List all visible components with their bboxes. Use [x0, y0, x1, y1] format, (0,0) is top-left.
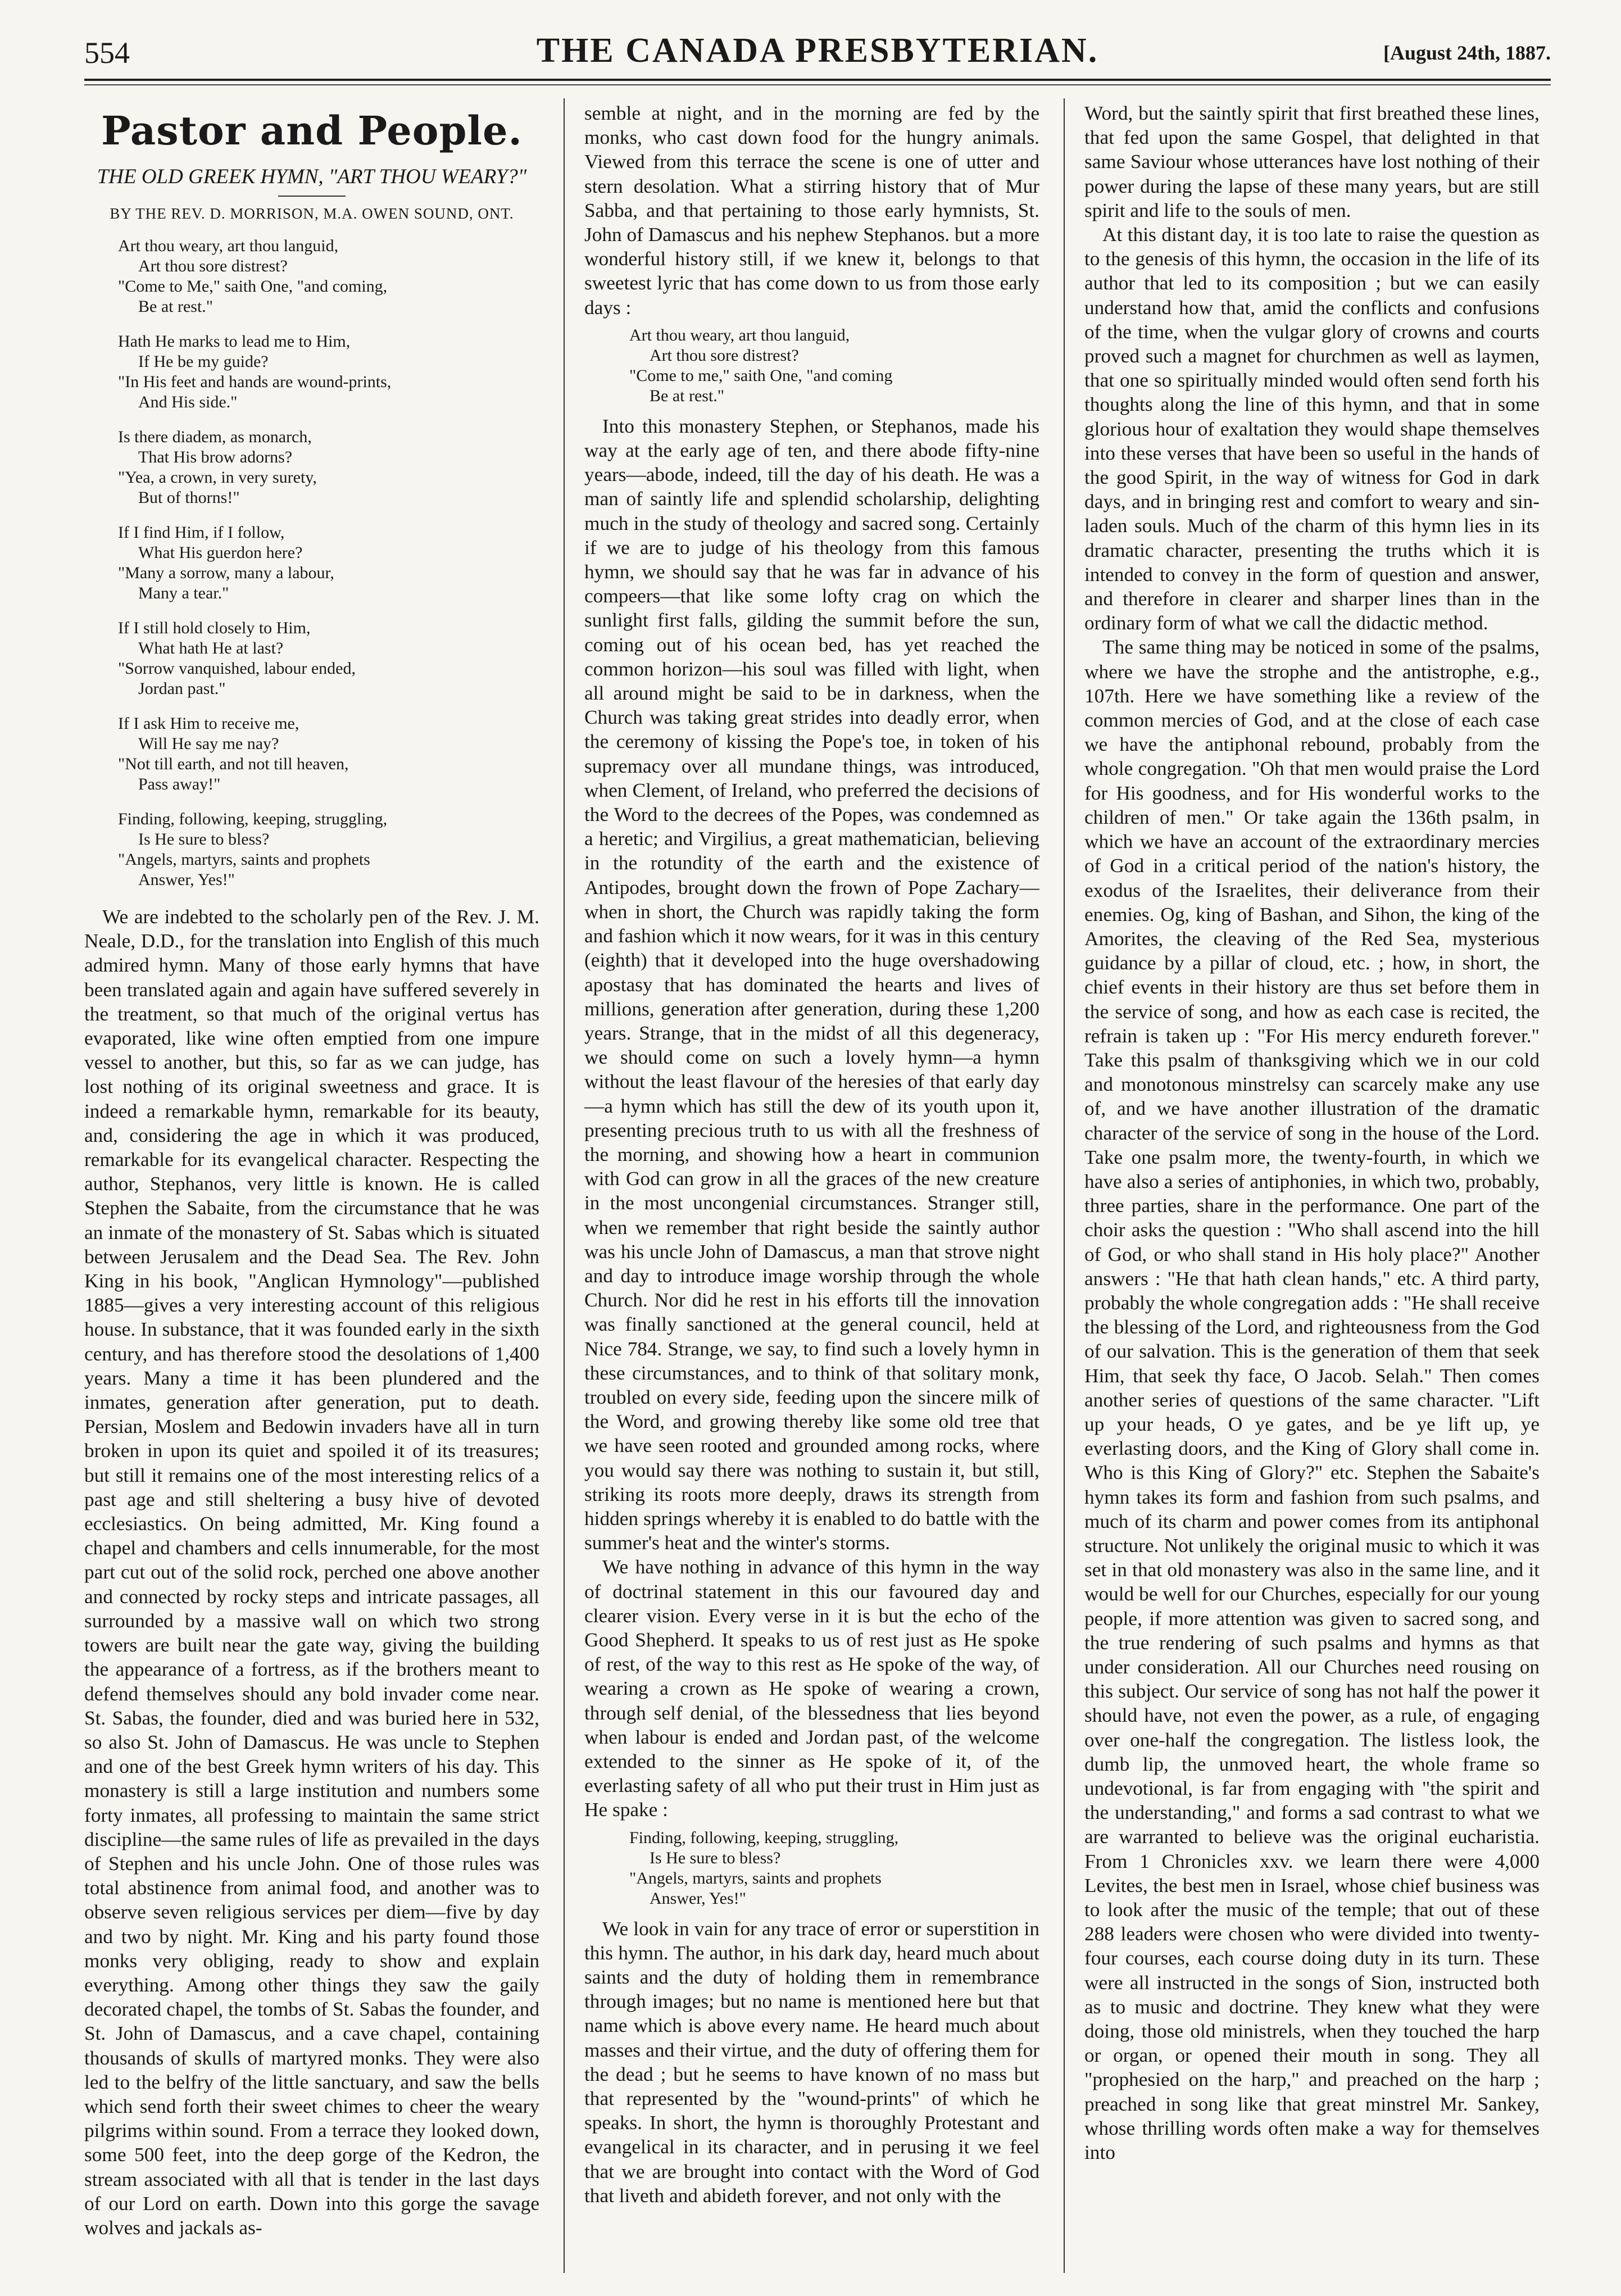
- hymn-verse: [118, 523, 539, 604]
- masthead-rule: [84, 79, 1551, 81]
- article-paragraph: The same thing may be noticed in some of the psalms, where we have the strophe and the antistrophe, e.g., 107th. Here we have something like a review of the common mercies of God, and at the close of each case we have the antiphonal rebound, probably from the whole congregation. "Oh that men would praise the Lord for His goodness, and for His wonderful works to the children of men." Or take again the 136th psalm, in which we have an account of the extraordinary mercies of God in a critical period of the nation's history, the exodus of the Israelites, their deliverance from their enemies. Og, king of Bashan, and Sihon, the king of the Amorites, the cleaving of the Red Sea, mysterious guidance by a pillar of cloud, etc. ; how, in short, the chief events in their history are thus set before them in the service of song, and how as each case is recited, the refrain is taken up : "For His mercy endureth forever." Take this psalm of thanksgiving which we in our cold and monotonous minstrelsy can scarcely make any use of, and we have another illustration of the dramatic character of the service of song in the house of the Lord. Take one psalm more, the twenty-fourth, in which we have also a series of antiphonies, in which two, probably, three parties, share in the performance. One part of the choir asks the question : "Who shall ascend into the hill of God, or who shall stand in His holy place?" Another answers : "He that hath clean hands," etc. A third party, probably the whole congregation adds : "He shall receive the blessing of the Lord, and righteousness from the God of our salvation. This is the generation of them that seek Him, that seek thy face, O Jacob. Selah." Then comes another series of questions of the same character. "Lift up your heads, O ye gates, and be ye lift up, ye everlasting doors, and the King of Glory shall come in. Who is this King of Glory?" etc. Stephen the Sabaite's hymn takes its form and fashion from such psalms, and much of its charm and power comes from its antiphonal structure. Not unlikely the original music to which it was set in that old monastery was also in the same line, and it would be well for our Churches, especially for our young people, if more attention was given to sacred song, and the true rendering of such psalms and hymns as that under consideration. All our Churches need rousing on this subject. Our service of song has not half the power it should have, not even the power, as a rule, of engaging over one-half the congregation. The listless look, the dumb lip, the unmoved heart, the whole frame so undevotional, is far from engaging with "the spirit and the understanding," and forms a sad contrast to what we are warranted to believe was the original eucharistia. From 1 Chronicles xxv. we learn there were 4,000 Levites, the best men in Israel, whose chief business was to look after the music of the temple; that out of these 288 leaders were chosen who were divided into twenty-four courses, each course doing duty in its turn. These were all instructed in the songs of Sion, instructed both as to music and doctrine. They knew what they were doing, those old ministrels, when they touched the harp or organ, or opened their mouth in song. They all "prophesied on the harp," and preached on the harp ; preached in song like that great minstrel Mr. Sankey, whose thrilling words often make a way for themselves into: [1084, 636, 1540, 2164]
- verse-line: And His side.": [138, 393, 238, 411]
- quoted-verse: [629, 325, 1039, 406]
- article-paragraph: semble at night, and in the morning are fed by the monks, who cast down food for the hungry animals. Viewed from this terrace the scene is one of utter and stern desolation. What a stirring history that of Mur Sabba, and that pertaining to those early hymnists, St. John of Damascus and his nephew Stephanos. but a more wonderful history still, if we knew it, belongs to that sweetest lyric that has come down to us from those early days :: [584, 102, 1039, 319]
- verse-line: If I ask Him to receive me,: [118, 714, 299, 733]
- article-paragraph: We have nothing in advance of this hymn in the way of doctrinal statement in this our favoured day and clearer vision. Every verse in it is but the echo of the Good Shepherd. It speaks to us of rest just as He spoke of rest, of the way to this rest as He spoke of the way, of wearing a crown as He spoke of wearing a crown, through self denial, of the blessedness that lies beyond when labour is ended and Jordan past, of the welcome extended to the sinner as He spoke of it, of the everlasting safety of all who put their trust in Him just as He spake :: [584, 1556, 1039, 1821]
- verse-line: Many a tear.": [138, 584, 229, 602]
- hymn-verse: [118, 332, 539, 412]
- verse-line: Is He sure to bless?: [650, 1848, 781, 1867]
- verse-line: "Many a sorrow, many a labour,: [118, 564, 334, 582]
- verse-line: Be at rest.": [138, 297, 214, 316]
- verse-line: "Come to Me," saith One, "and coming,: [118, 277, 388, 296]
- verse-line: Answer, Yes!": [650, 1889, 746, 1908]
- verse-line: "Come to me," saith One, "and coming: [629, 366, 893, 385]
- verse-line: Art thou sore distrest?: [138, 257, 288, 275]
- verse-line: Finding, following, keeping, struggling,: [629, 1828, 899, 1847]
- article-byline: BY THE REV. D. MORRISON, M.A. OWEN SOUND, ONT.: [110, 205, 514, 222]
- verse-line: If I still hold closely to Him,: [118, 619, 311, 637]
- page-number: 554: [84, 36, 130, 70]
- article-paragraph: At this distant day, it is too late to raise the question as to the genesis of this hymn, the occasion in the life of its author that led to its composition ; but we can easily understand how that, amid the conflicts and confusions of the time, when the vulgar glory of crowns and courts proved such a magnet for churchmen as well as laymen, that one so spiritually minded would often send forth his thoughts along the line of this hymn, and that in some glorious hour of exaltation they would shape themselves into these verses that have been so useful in the hands of the good Spirit, in the way of witness for God in dark days, and in bringing rest and comfort to weary and sin-laden souls. Much of the charm of this hymn lies in its dramatic character, presenting the truths which it is intended to convey in the form of question and answer, and therefore in clearer and sharper lines than in the ordinary form of what we call the didactic method.: [1084, 224, 1540, 634]
- article-paragraph: We are indebted to the scholarly pen of the Rev. J. M. Neale, D.D., for the translation into English of this much admired hymn. Many of those early hymns that have been translated again and again have suffered severely in the treatment, so that much of the original vertus has evaporated, like wine often emptied from one impure vessel to another, but this, so far as we can judge, has lost nothing of its original sweetness and grace. It is indeed a remarkable hymn, remarkable for its beauty, and, considering the age in which it was produced, remarkable for its evangelical character. Respecting the author, Stephanos, very little is known. He is called Stephen the Sabaite, from the circumstance that he was an inmate of the monastery of St. Sabas which is situated between Jerusalem and the Dead Sea. The Rev. John King in his book, "Anglican Hymnology"—published 1885—gives a very interesting account of this religious house. In substance, that it was founded early in the sixth century, and has therefore stood the desolations of 1,400 years. Many a time it has been plundered and the inmates, generation after generation, put to death. Persian, Moslem and Bedowin invaders have all in turn broken in upon its quiet and spoiled it of its treasures; but still it remains one of the most interesting relics of a past age and still sheltering a busy hive of devoted ecclesiastics. On being admitted, Mr. King found a chapel and chambers and cells innumerable, for the most part cut out of the solid rock, perched one above another and connected by rocky steps and intricate passages, all surrounded by a massive wall on which two strong towers are built near the gate way, giving the building the appearance of a fortress, as if the brothers meant to defend themselves should any bold invader come near. St. Sabas, the founder, died and was buried here in 532, so also St. John of Damascus. He was uncle to Stephen and one of the best Greek hymn writers of his day. This monastery is still a large institution and numbers some forty inmates, all professing to maintain the same strict discipline—the same rules of life as prevailed in the days of Stephen and his uncle John. One of those rules was total abstinence from animal food, and another was to observe seven religious services per diem—five by day and two by night. Mr. King and his party found those monks very obliging, ready to show and explain everything. Among other things they saw the gaily decorated chapel, the tombs of St. Sabas the founder, and St. John of Damascus, and a cave chapel, containing thousands of skulls of martyred monks. They were also led to the belfry of the little sanctuary, and saw the bells which send forth their sweet chimes to cheer the weary pilgrims within sound. From a terrace they looked down, some 500 feet, into the deep gorge of the Kedron, the stream associated with all that is tender in the last days of our Lord on earth. Down into this gorge the savage wolves and jackals as-: [84, 906, 539, 2239]
- article-title: THE OLD GREEK HYMN, "ART THOU WEARY?": [97, 165, 527, 188]
- hymn-verse: [118, 809, 539, 890]
- verse-line: Be at rest.": [650, 386, 725, 405]
- verse-line: Answer, Yes!": [138, 870, 235, 889]
- hymn-verse: [118, 236, 539, 317]
- verse-line: "In His feet and hands are wound-prints,: [118, 373, 392, 391]
- verse-line: If He be my guide?: [138, 352, 269, 371]
- verse-line: "Angels, martyrs, saints and prophets: [629, 1868, 882, 1887]
- verse-line: Will He say me nay?: [138, 734, 279, 753]
- column-2: [584, 101, 1039, 2270]
- verse-line: Finding, following, keeping, struggling,: [118, 810, 388, 828]
- verse-line: What His guerdon here?: [138, 543, 303, 562]
- article-paragraph: We look in vain for any trace of error or superstition in this hymn. The author, in his dark day, heard much about saints and the duty of holding them in remembrance through images; but no name is mentioned here but that name which is above every name. He heard much about masses and their virtue, and the duty of offering them for the dead ; but he seems to have known of no mass but that represented by the "wound-prints" of which he speaks. In short, the hymn is thoroughly Protestant and evangelical in its character, and in perusing it we feel that we are brought into contact with the Word of God that liveth and abideth forever, and not only with the: [584, 1917, 1039, 2207]
- verse-line: "Yea, a crown, in very surety,: [118, 468, 317, 487]
- verse-line: If I find Him, if I follow,: [118, 523, 285, 542]
- hymn-verse: [118, 618, 539, 699]
- verse-line: "Sorrow vanquished, labour ended,: [118, 659, 356, 678]
- masthead: [84, 31, 1551, 75]
- column-divider: [1064, 98, 1065, 2273]
- verse-line: Art thou sore distrest?: [650, 346, 799, 365]
- column-divider: [564, 98, 565, 2273]
- verse-line: Pass away!": [138, 775, 221, 793]
- section-heading: Pastor and People.: [101, 107, 523, 154]
- hymn-verse: [118, 427, 539, 508]
- verse-line: Art thou weary, art thou languid,: [629, 325, 850, 344]
- masthead-rule-thin: [84, 84, 1551, 85]
- article-paragraph: Into this monastery Stephen, or Stephanos, made his way at the early age of ten, and there abode fifty-nine years—abode, indeed, till the day of his death. He was a man of saintly life and splendid scholarship, delighting much in the study of theology and sacred song. Certainly if we are to judge of his theology from this famous hymn, we should say that he was far in advance of his compeers—that like some lofty crag on which the sunlight first falls, gilding the summit before the sun, coming out of his ocean bed, has yet reached the common horizon—his soul was filled with light, when all around might be said to be in darkness, when the Church was taking great strides into deadly error, when the ceremony of kissing the Pope's toe, in token of his supremacy over all mundane things, was introduced, when Clement, of Ireland, who preferred the decisions of the Word to the decrees of the Popes, was condemned as a heretic; and Virgilius, a great mathematician, believing in the rotundity of the earth and the existence of Antipodes, brought down the frown of Pope Zachary—when in short, the Church was rapidly taking the form and fashion which it now wears, for it was in this century (eighth) that it developed into the huge overshadowing apostasy that has dominated the hearts and lives of millions, generation after generation, during these 1,200 years. Strange, that in the midst of all this degeneracy, we should come on such a lovely hymn—a hymn without the least flavour of the heresies of that early day—a hymn which has still the dew of its youth upon it, presenting precious truth to us with all the freshness of the morning, and showing how a heart in communion with God can grow in all the graces of the new creature in the most uncongenial circumstances. Stranger still, when we remember that right beside the saintly author was his uncle John of Damascus, a man that strove night and day to introduce image worship through the whole Church. Nor did he rest in his efforts till the innovation was finally sanctioned at the general council, held at Nice 784. Strange, we say, to find such a lovely hymn in these circumstances, and to think of that solitary monk, troubled on every side, feeding upon the sincere milk of the Word, and growing thereby like some old tree that we have seen rooted and grounded among rocks, where you would say there was nothing to sustain it, but still, striking its roots more deeply, draws its strength from hidden springs whereby it is enabled to do battle with the summer's heat and the winter's storms.: [584, 415, 1039, 1554]
- verse-line: Hath He marks to lead me to Him,: [118, 332, 351, 351]
- article-paragraph: Word, but the saintly spirit that first breathed these lines, that fed upon the same Gospel, that delighted in that same Saviour whose utterances have lost nothing of their power during the lapse of these many years, but are still spirit and life to the souls of men.: [1084, 102, 1540, 221]
- title-rule: [278, 196, 346, 197]
- verse-line: Jordan past.": [138, 679, 226, 698]
- verse-line: But of thorns!": [138, 488, 240, 507]
- verse-line: Is there diadem, as monarch,: [118, 428, 312, 446]
- column-3: [1084, 101, 1540, 2270]
- verse-line: Art thou weary, art thou languid,: [118, 237, 339, 255]
- quoted-verse: [629, 1828, 1039, 1909]
- newspaper-title: THE CANADA PRESBYTERIAN.: [536, 31, 1099, 70]
- verse-line: "Angels, martyrs, saints and prophets: [118, 850, 370, 869]
- hymn-verse: [118, 714, 539, 795]
- verse-line: "Not till earth, and not till heaven,: [118, 755, 349, 773]
- verse-line: That His brow adorns?: [138, 448, 293, 466]
- column-1: [84, 101, 539, 2270]
- verse-line: What hath He at last?: [138, 639, 284, 657]
- verse-line: Is He sure to bless?: [138, 830, 270, 848]
- issue-date: [August 24th, 1887.: [1383, 42, 1551, 64]
